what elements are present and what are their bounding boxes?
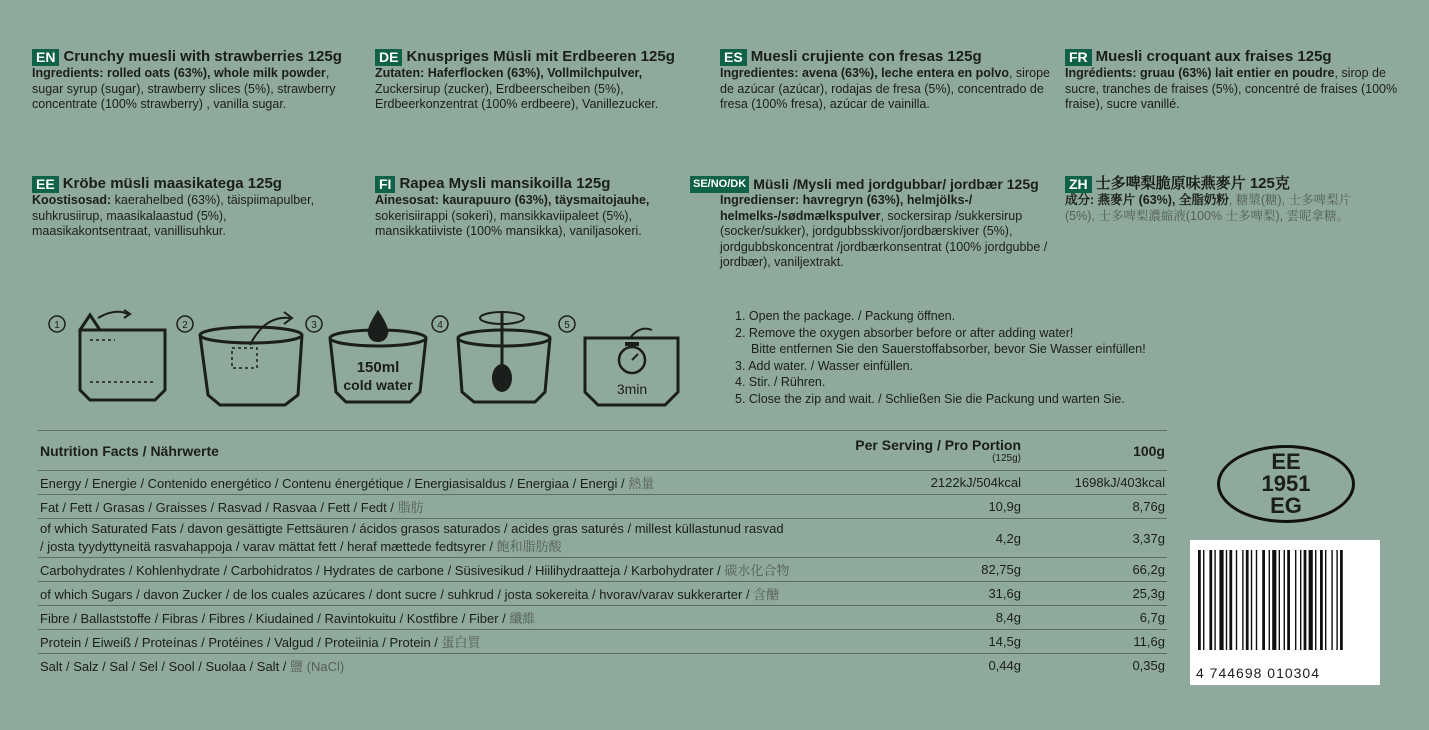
ingredients-bold: Ingredients: rolled oats (63%), whole milk powder [32,66,326,80]
lang-fi [375,175,695,240]
per-100g-header: 100g [1023,431,1167,471]
product-title: 士多啤梨脆原味燕麥片 125克 [1095,175,1290,192]
lang-tag: FR [1065,49,1092,66]
product-title: Knuspriges Müsli mit Erdbeeren 125g [406,48,675,65]
lang-en [32,48,362,113]
instruction-line: 4. Stir. / Rühren. [735,375,826,389]
ingredients-bold: 成分: 燕麥片 (63%), 全脂奶粉 [1065,193,1229,207]
lang-tag: DE [375,49,402,66]
instruction-line: 2. Remove the oxygen absorber before or after adding water! [735,325,1074,340]
ingredients-bold: Ingrédients: gruau (63%) lait entier en poudre [1065,66,1335,80]
product-title: Rapea Mysli mansikoilla 125g [399,175,611,192]
barcode [1190,540,1380,685]
lang-tag: FI [375,176,395,193]
lang-se-no-dk [690,175,1055,271]
ingredients-text: sokerisiirappi (sokeri), mansikkaviipaleet (5%), mansikkatiiviste (100% mansikka), vaniljasokeri. [375,208,642,238]
barcode-digits: 4 744698 010304 [1196,665,1320,681]
product-title: Müsli /Mysli med jordgubbar/ jordbær 125g [753,176,1039,192]
ingredients-bold: Zutaten: Haferflocken (63%), Vollmilchpulver, [375,66,643,80]
ingredients-text: Zuckersirup (zucker), Erdbeerscheiben (5%), Erdbeerkonzentrat (100% erdbeere), Vanillezucker. [375,81,659,111]
table-header [38,431,1167,471]
step-number: 1 [54,320,60,331]
lang-zh [1065,175,1375,224]
lang-es [720,48,1050,113]
table-row: Salt / Salz / Sal / Sel / Sool / Suolaa / Salt / 鹽 (NaCl) 0,44g 0,35g [40,658,1165,674]
step-number: 5 [564,320,570,331]
product-title: Muesli croquant aux fraises 125g [1095,48,1332,65]
water-drop-icon [368,310,389,342]
instruction-line: Bitte entfernen Sie den Sauerstoffabsorber, bevor Sie Wasser einfüllen! [751,342,1146,356]
ingredients-text: , sirop de sucre, tranches de fraises (5%), concentré de fraises (100% fraise), sucre vanillé. [1065,66,1398,111]
ingredients-bold: Ainesosat: kaurapuuro (63%), täysmaitojauhe, [375,193,650,207]
water-amount: 150ml [356,359,400,376]
ingredients-bold: Ingredientes: avena (63%), leche entera en polvo [720,66,1009,80]
ingredients-text: , 糖漿(糖), 士多啤梨片(5%), 士多啤梨濃縮液(100% 士多啤梨), 雲呢拿糖。 [1065,193,1352,223]
instruction-line: 5. Close the zip and wait. / Schließen Sie die Packung und warten Sie. [735,391,1125,406]
health-mark-oval: EE 1951 EG [1217,445,1355,523]
table-row: Energy / Energie / Contenido energético / Contenu énergétique / Energiasisaldus / Energiaa / Energi / 熱量 2122kJ/504kcal 1698kJ/403kcal [38,471,1167,495]
step-1-open-icon [49,310,165,400]
lang-tag: EN [32,49,59,66]
wait-time: 3min [616,381,648,397]
lang-de [375,48,710,113]
instructions [735,308,1146,407]
lang-tag: SE/NO/DK [690,176,749,193]
ingredients-bold: Ingredienser: havregryn (63%), helmjölks-/ helmelks-/sødmælkspulver [720,193,973,223]
per-serving-header: Per Serving / Pro Portion (125g) [849,431,1023,471]
product-title: Kröbe müsli maasikatega 125g [62,175,282,192]
nutrition-title: Nutrition Facts / Nährwerte [38,431,849,471]
lang-tag: ES [720,49,747,66]
instruction-line: 1. Open the package. / Packung öffnen. [735,309,956,323]
preparation-steps [40,300,690,415]
instruction-line: 3. Add water. / Wasser einfüllen. [735,358,914,373]
lang-tag: EE [32,176,59,193]
nutrition-table [38,430,1167,677]
spoon-icon [492,364,512,392]
table-row: Carbohydrates / Kohlenhydrate / Carbohidratos / Hydrates de carbone / Süsivesikud / Hiilihydraatteja / Karbohydrater / 碳水化合物 82,75g 66,2g [38,558,1167,582]
step-number: 3 [311,320,317,331]
ingredients-text: , sirope de azúcar (azúcar), rodajas de fresa (5%), concentrado de fresa (100% fresa), azúcar de vainilla. [720,66,1050,111]
step-number: 4 [437,320,443,331]
product-title: Crunchy muesli with strawberries 125g [63,48,342,65]
lang-ee [32,175,332,240]
barcode-bars [1190,544,1380,669]
step-number: 2 [182,320,188,331]
ingredients-text: , sockersirap /sukkersirup (socker/sukker), jordgubbsskivor/jordbærskiver (5%), jordgubbskoncentrat /jordbærkonsentrat (100% jordgubbe / jordbær), vaniljextrakt. [720,208,1048,269]
water-type: cold water [343,377,413,393]
table-row: of which Saturated Fats / davon gesättigte Fettsäuren / ácidos grasos saturados / acides gras saturés / millest küllastunud rasvad / josta tyydyttyneitä rasvahappoja / varav mättat fett / heraf mættede fedtsyrer / 飽和脂肪酸 4,2g 3,37g [38,519,1167,558]
table-row: Protein / Eiweiß / Proteínas / Protéines / Valgud / Proteiinia / Protein / 蛋白質 14,5g 11,6g [38,630,1167,654]
product-title: Muesli crujiente con fresas 125g [750,48,982,65]
table-row: Fibre / Ballaststoffe / Fibras / Fibres / Kiudained / Ravintokuitu / Kostfibre / Fiber / 纖維 8,4g 6,7g [38,606,1167,630]
ingredients-text: , sugar syrup (sugar), strawberry slices (5%), strawberry concentrate (100% strawberry) , vanilla sugar. [32,66,336,111]
ingredients-text: kaerahelbed (63%), täispiimapulber, suhkrusiirup, maasikalaastud (5%), maasikakontsentraat, vanillisuhkur. [32,193,315,238]
ingredients-bold: Koostisosad: [32,193,112,207]
step-4-stir-icon [432,312,550,402]
lang-tag: ZH [1065,176,1092,193]
lang-fr [1065,48,1400,113]
table-row: Fat / Fett / Grasas / Graisses / Rasvad / Rasvaa / Fett / Fedt / 脂肪 10,9g 8,76g [38,495,1167,519]
table-row: of which Sugars / davon Zucker / de los cuales azúcares / dont sucre / suhkrud / josta sokereita / hvorav/varav sukkerarter / 含醣 31,6g 25,3g [38,582,1167,606]
step-2-remove-absorber-icon [177,312,302,405]
